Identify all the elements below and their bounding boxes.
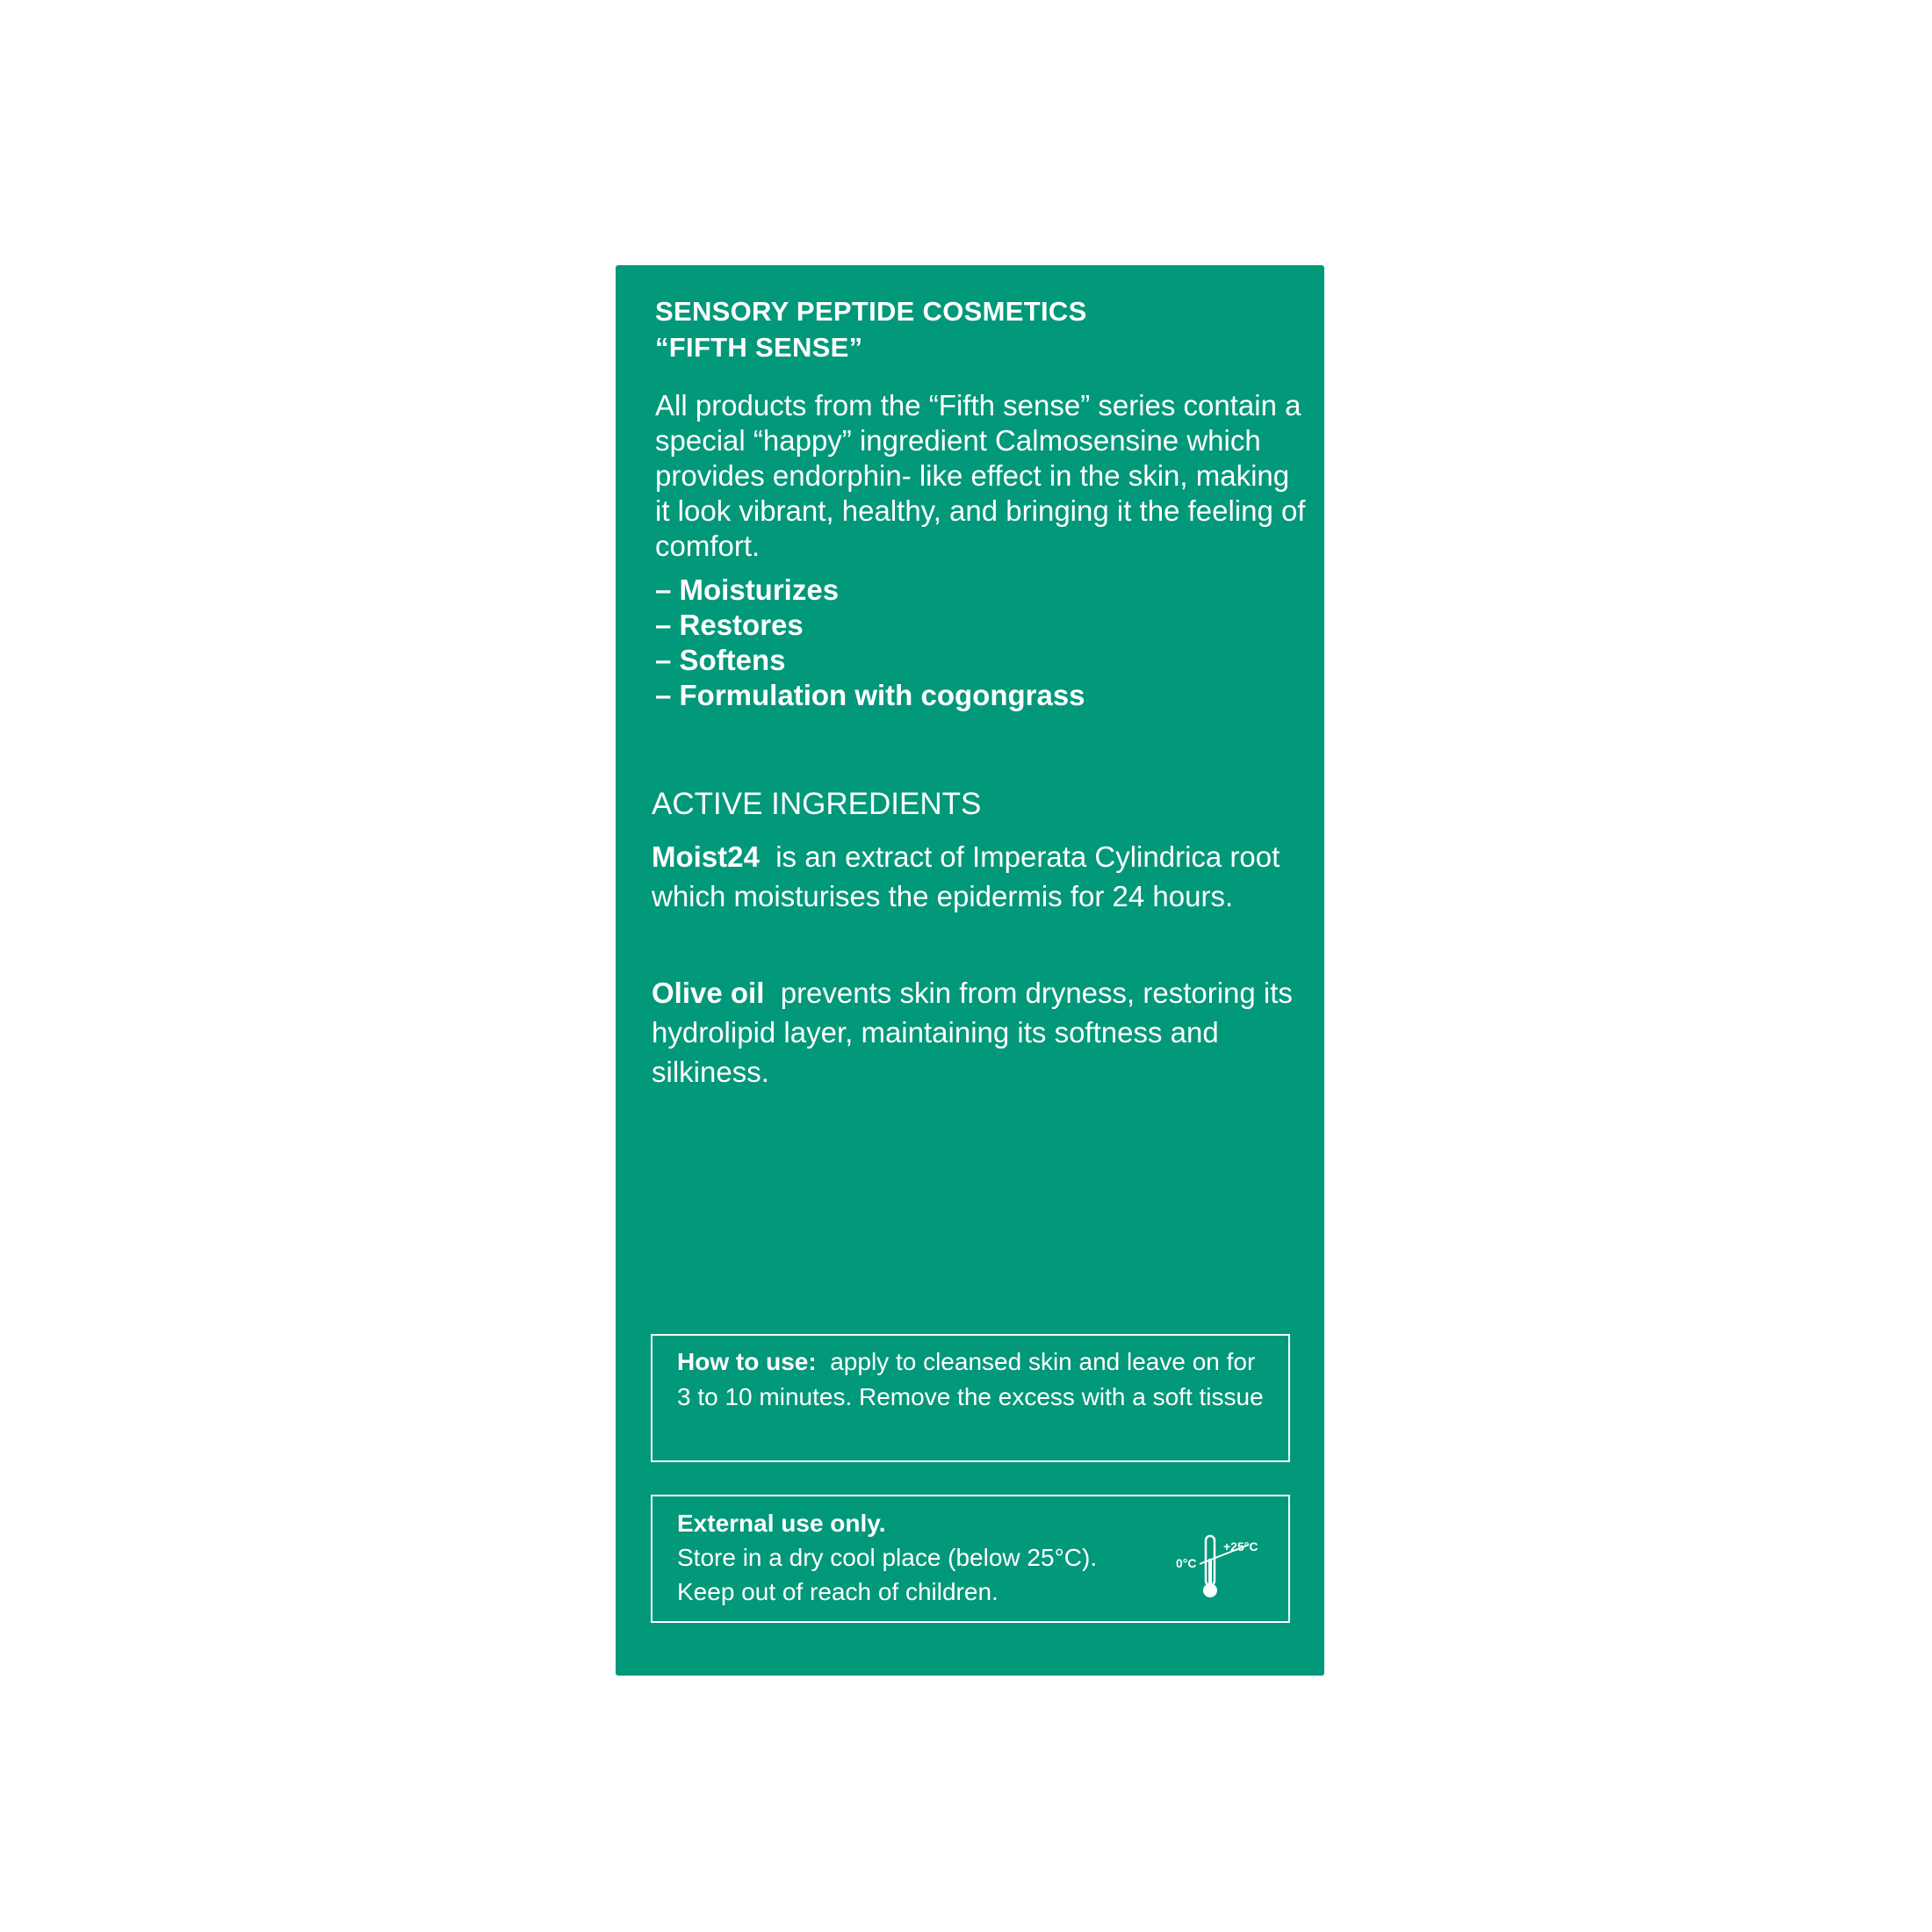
ingredient-name: Moist24 [652,840,760,873]
ingredient-olive-oil [652,973,1297,1092]
external-use-notice: External use only. [677,1510,886,1537]
how-to-use-box [651,1334,1290,1462]
thermometer-max-label: +25°C [1223,1539,1258,1554]
series-heading-line-2: “FIFTH SENSE” [655,332,863,363]
storage-box [651,1495,1290,1623]
how-to-use-label: How to use: [677,1348,817,1375]
children-warning: Keep out of reach of children. [677,1578,998,1605]
how-to-use-text: apply to cleansed skin and leave on for 3 to 10 minutes. Remove the excess with a soft tissue [677,1348,1264,1410]
series-heading [655,293,1087,365]
ingredient-description: is an extract of Imperata Cylindrica root which moisturises the epidermis for 24 hours. [652,840,1280,912]
product-info-panel [616,265,1324,1676]
thermometer-min-label: 0°C [1176,1556,1197,1570]
benefits-list [655,573,1085,713]
series-heading-line-1: SENSORY PEPTIDE COSMETICS [655,296,1087,327]
benefit-formulation: – Formulation with cogongrass [655,679,1085,711]
benefit-moisturizes: – Moisturizes [655,573,840,606]
ingredient-description: prevents skin from dryness, restoring its hydrolipid layer, maintaining its softness and silkiness. [652,977,1293,1088]
series-description: All products from the “Fifth sense” series contain a special “happy” ingredient Calmosensine which provides endorphin- like effect in the skin, making it look vibrant, healthy, and bringing it the feeling of comfort. [655,389,1306,562]
storage-instruction: Store in a dry cool place (below 25°C). [677,1544,1098,1571]
active-ingredients-title: ACTIVE INGREDIENTS [652,787,982,821]
benefit-softens: – Softens [655,644,786,676]
benefit-restores: – Restores [655,609,804,641]
ingredient-moist24 [652,837,1297,916]
thermometer-icon [1173,1518,1270,1606]
ingredient-name: Olive oil [652,977,765,1009]
